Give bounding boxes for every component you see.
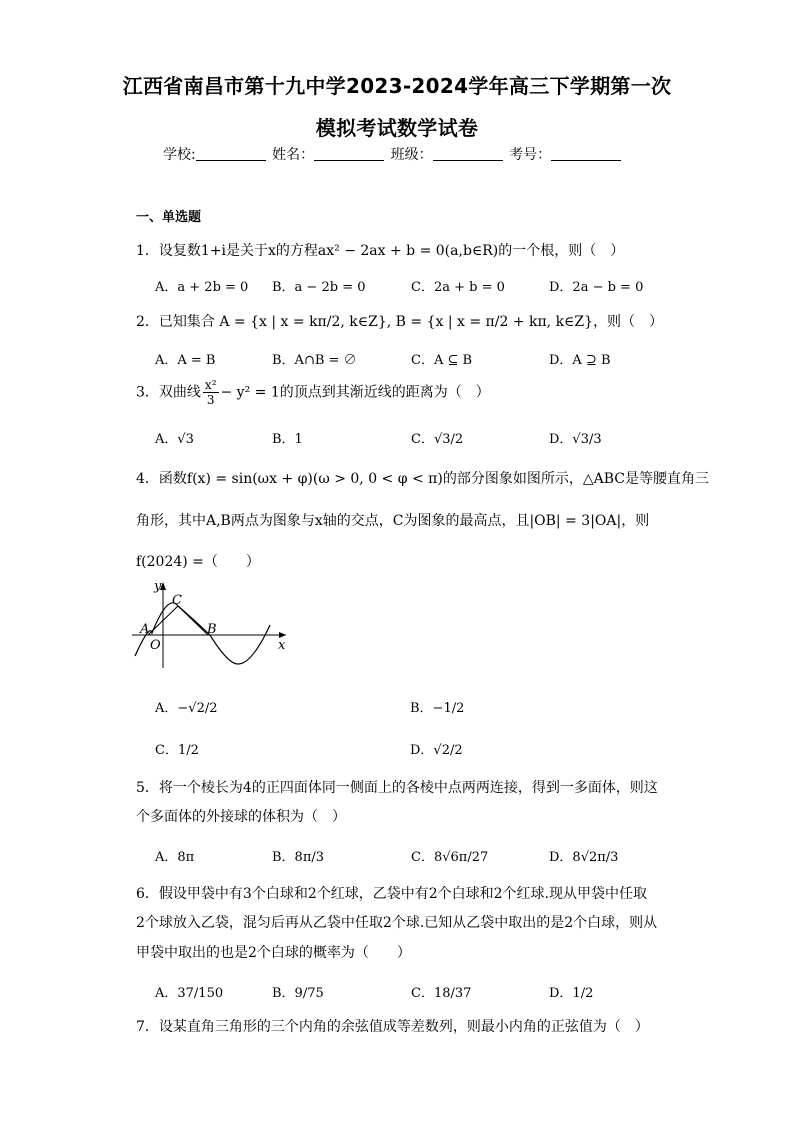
name-blank[interactable] bbox=[314, 146, 384, 161]
q2-stem-post: ，则（ ） bbox=[593, 314, 664, 330]
point-b-label: B bbox=[207, 622, 217, 637]
number-blank[interactable] bbox=[551, 146, 621, 161]
question-4-line2: 角形，其中A,B两点为图象与x轴的交点，C为图象的最高点，且|OB| = 3|OA|，则 bbox=[136, 513, 650, 529]
q1-option-c[interactable]: C．2a + b = 0 bbox=[411, 280, 505, 295]
origin-label: O bbox=[150, 638, 161, 653]
question-6-line2: 2个球放入乙袋，混匀后再从乙袋中任取2个球.已知从乙袋中取出的是2个白球，则从 bbox=[136, 915, 658, 931]
school-label: 学校: bbox=[163, 147, 196, 163]
q3-option-b[interactable]: B．1 bbox=[272, 432, 303, 447]
point-c-label: C bbox=[172, 593, 182, 608]
class-label: 班级： bbox=[390, 147, 433, 163]
question-5-line1: 5．将一个棱长为4的正四面体同一侧面上的各棱中点两两连接，得到一多面体，则这 bbox=[136, 780, 658, 796]
question-4-line3: f(2024) =（ ） bbox=[136, 554, 260, 570]
q3-option-c[interactable]: C．√3/2 bbox=[411, 432, 464, 447]
q2-set-a: A = {x | x = kπ/2, k∈Z} bbox=[219, 314, 387, 330]
question-7-line1: 7．设某直角三角形的三个内角的余弦值成等差数列，则最小内角的正弦值为（ ） bbox=[136, 1019, 649, 1035]
school-blank[interactable] bbox=[196, 146, 266, 161]
class-blank[interactable] bbox=[433, 146, 503, 161]
section-heading: 一、单选题 bbox=[136, 210, 202, 225]
q2-option-d[interactable]: D．A ⊇ B bbox=[549, 353, 611, 368]
q4-option-d[interactable]: D．√2/2 bbox=[410, 743, 463, 758]
q1-option-b[interactable]: B．a − 2b = 0 bbox=[272, 280, 366, 295]
question-6-line3: 甲袋中取出的也是2个白球的概率为（ ） bbox=[136, 945, 411, 961]
student-info-row bbox=[163, 144, 623, 164]
number-label: 考号： bbox=[509, 147, 552, 163]
name-label: 姓名： bbox=[272, 147, 315, 163]
q5-option-d[interactable]: D．8√2π/3 bbox=[549, 850, 619, 865]
question-4-line1: 4．函数f(x) = sin(ωx + φ)(ω > 0, 0 < φ < π)的部分图象如图所示，△ABC是等腰直角三 bbox=[136, 471, 709, 487]
q3-stem-pre: 3．双曲线 bbox=[136, 384, 201, 401]
q6-option-b[interactable]: B．9/75 bbox=[272, 986, 324, 1001]
q6-option-d[interactable]: D．1/2 bbox=[549, 986, 594, 1001]
q3-option-a[interactable]: A．√3 bbox=[155, 432, 194, 447]
q2-option-b[interactable]: B．A∩B = ∅ bbox=[272, 353, 357, 368]
q3-hyperbola-fraction: $\frac{\text{x²}}{3}$ bbox=[204, 378, 217, 407]
x-label: x bbox=[278, 638, 286, 653]
q2-option-a[interactable]: A．A = B bbox=[155, 353, 216, 368]
q3-option-d[interactable]: D．√3/3 bbox=[549, 432, 602, 447]
y-label: y bbox=[154, 579, 162, 594]
q4-sine-graph bbox=[130, 578, 295, 673]
q4-option-c[interactable]: C．1/2 bbox=[155, 743, 199, 758]
sine-curve bbox=[135, 603, 270, 664]
q3-stem-post: 的顶点到其渐近线的距离为（ ） bbox=[279, 384, 490, 401]
q4-option-a[interactable]: A．−√2/2 bbox=[155, 701, 218, 716]
q4-option-b[interactable]: B．−1/2 bbox=[410, 701, 465, 716]
q2-set-b: B = {x | x = π/2 + kπ, k∈Z} bbox=[395, 314, 594, 330]
q5-option-c[interactable]: C．8√6π/27 bbox=[411, 850, 489, 865]
question-1-stem: 1．设复数1+i是关于x的方程ax² − 2ax + b = 0(a,b∈R)的一个根，则（ ） bbox=[136, 243, 625, 259]
question-2-stem: 2．已知集合 A = {x | x = kπ/2, k∈Z}, B = {x | x = π/2 + kπ, k∈Z}，则（ ） bbox=[136, 314, 664, 330]
q6-option-c[interactable]: C．18/37 bbox=[411, 986, 472, 1001]
q1-option-d[interactable]: D．2a − b = 0 bbox=[549, 280, 644, 295]
question-3-stem: 3．双曲线 $\frac{\text{x²}}{3}$ − y² = 1的顶点到其渐近线的距离为（ ） bbox=[136, 378, 490, 407]
q6-option-a[interactable]: A．37/150 bbox=[155, 986, 224, 1001]
q5-option-a[interactable]: A．8π bbox=[155, 850, 195, 865]
question-5-line2: 个多面体的外接球的体积为（ ） bbox=[136, 809, 346, 825]
question-6-line1: 6．假设甲袋中有3个白球和2个红球，乙袋中有2个白球和2个红球.现从甲袋中任取 bbox=[136, 886, 647, 902]
point-a-label: A bbox=[140, 622, 150, 637]
exam-title-line2: 模拟考试数学试卷 bbox=[315, 116, 479, 140]
q2-option-c[interactable]: C．A ⊆ B bbox=[411, 353, 473, 368]
q5-option-b[interactable]: B．8π/3 bbox=[272, 850, 325, 865]
exam-title-line1: 江西省南昌市第十九中学2023-2024学年高三下学期第一次 bbox=[122, 74, 672, 98]
q2-stem-pre: 2．已知集合 bbox=[136, 314, 215, 330]
q1-option-a[interactable]: A．a + 2b = 0 bbox=[155, 280, 249, 295]
